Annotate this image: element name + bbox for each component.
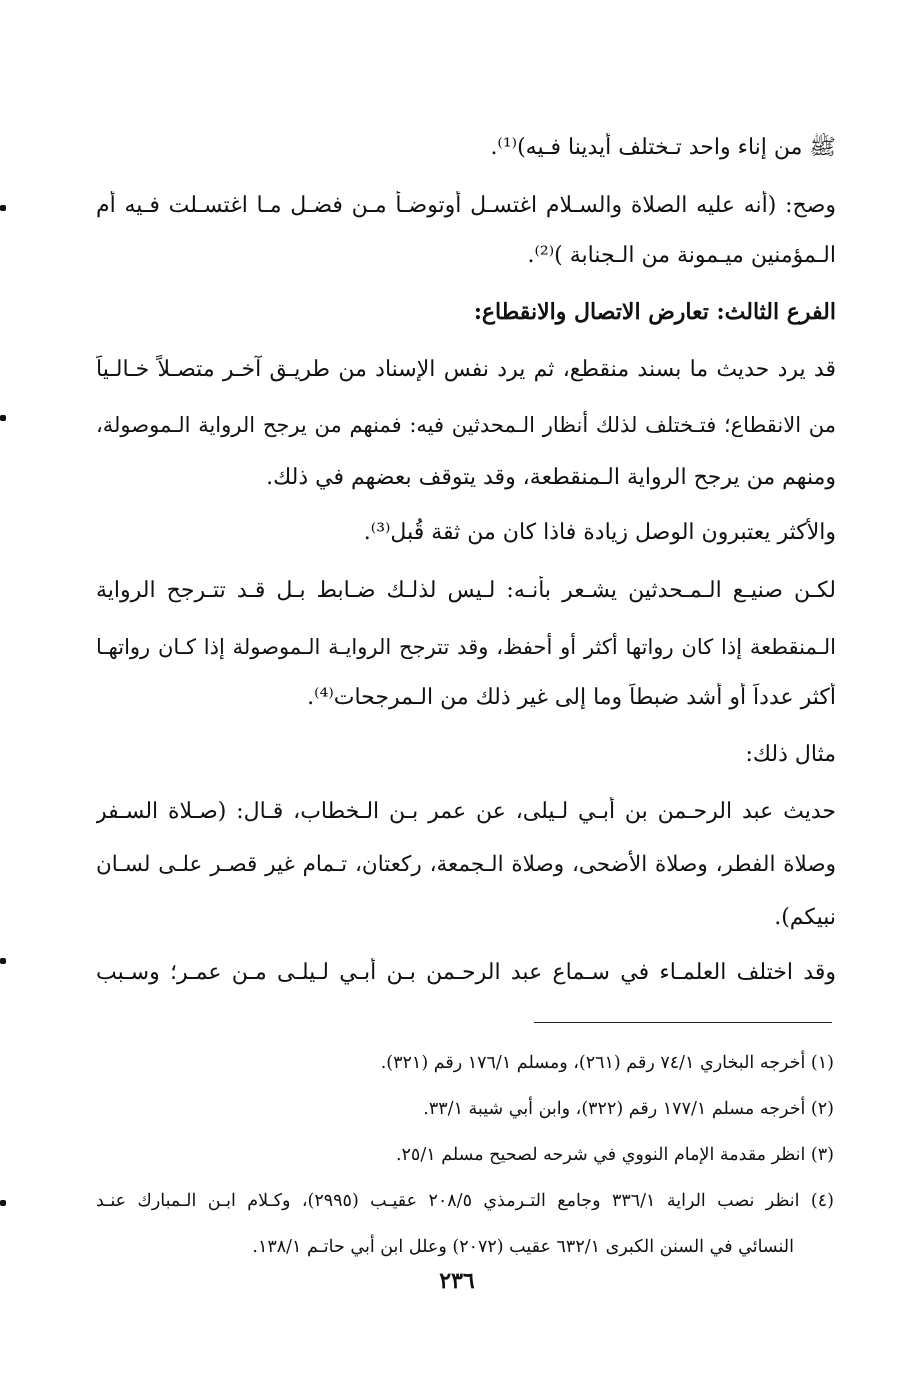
body-line: ﷺ من إناء واحد تـختلف أيدينا فـيه)⁽¹⁾.: [490, 135, 836, 160]
scan-margin-mark: [0, 958, 6, 964]
body-line: وقد اختلف العلمـاء في سـماع عبد الرحـمن بـن أبـي لـيلـى مـن عمـر؛ وسـبب: [96, 960, 836, 985]
footnote-continuation: النسائي في السنن الكبرى ٦٣٢/١ عقيب (٢٠٧٢) وعلل ابن أبي حاتـم ١٣٨/١.: [252, 1237, 794, 1257]
scan-margin-mark: [0, 205, 6, 211]
body-line: قد يرد حديث ما بسند منقطع، ثم يرد نفس الإسناد من طريـق آخـر متصـلاً خـالـياً: [96, 357, 836, 382]
body-line: نبيكم).: [774, 905, 836, 930]
body-line: لكـن صنيـع الـمـحدثين يشـعر بأنـه: لـيس لذلـك ضـابط بـل قـد تتـرجح الرواية: [96, 578, 836, 603]
body-line: وصلاة الفطر، وصلاة الأضحى، وصلاة الـجمعة، ركعتان، تـمام غير قصـر علـى لسـان: [96, 852, 836, 877]
scan-margin-mark: [0, 1200, 6, 1206]
body-line: حديث عبد الرحـمن بن أبـي لـيلى، عن عمر بـن الـخطاب، قـال: (صـلاة السـفر: [96, 799, 836, 824]
body-line: أكثر عدداً أو أشد ضبطاً وما إلى غير ذلك من الـمرجحات⁽⁴⁾.: [307, 685, 836, 710]
body-line: الـمنقطعة إذا كان رواتها أكثر أو أحفظ، وقد تترجح الروايـة الـموصولة إذا كـان رواتهـا: [96, 635, 836, 659]
footnote-separator: [534, 1022, 832, 1023]
footnote: (٣) انظر مقدمة الإمام النووي في شرحه لصحيح مسلم ٢٥/١.: [395, 1145, 834, 1165]
scan-margin-mark: [0, 415, 6, 421]
footnote: (٤) انظر نصب الراية ٣٣٦/١ وجامع التـرمذي ٢٠٨/٥ عقيـب (٢٩٩٥)، وكـلام ابـن الـمبارك عنـد: [96, 1191, 834, 1211]
page-number: ٢٣٦: [439, 1268, 475, 1294]
body-line: والأكثر يعتبرون الوصل زيادة فاذا كان من ثقة قُبل⁽³⁾.: [363, 520, 836, 545]
body-line: وصح: (أنه عليه الصلاة والسـلام اغتسـل أوتوضـأ مـن فضـل مـا اغتسـلت فـيه أم: [96, 193, 836, 218]
body-line: من الانقطاع؛ فتـختلف لذلك أنظار الـمحدثين فيه: فمنهم من يرجح الرواية الـموصولة،: [96, 413, 836, 437]
body-line: الـمؤمنين ميـمونة من الـجنابة )⁽²⁾.: [527, 243, 836, 268]
body-line: ومنهم من يرجح الرواية الـمنقطعة، وقد يتوقف بعضهم في ذلك.: [266, 465, 836, 490]
footnote: (١) أخرجه البخاري ٧٤/١ رقم (٢٦١)، ومسلم ١٧٦/١ رقم (٣٢١).: [380, 1053, 834, 1073]
footnote: (٢) أخرجه مسلم ١٧٧/١ رقم (٣٢٢)، وابن أبي شيبة ٣٣/١.: [423, 1099, 834, 1119]
body-line: مثال ذلك:: [745, 742, 836, 767]
section-heading: الفرع الثالث: تعارض الاتصال والانقطاع:: [473, 299, 836, 325]
